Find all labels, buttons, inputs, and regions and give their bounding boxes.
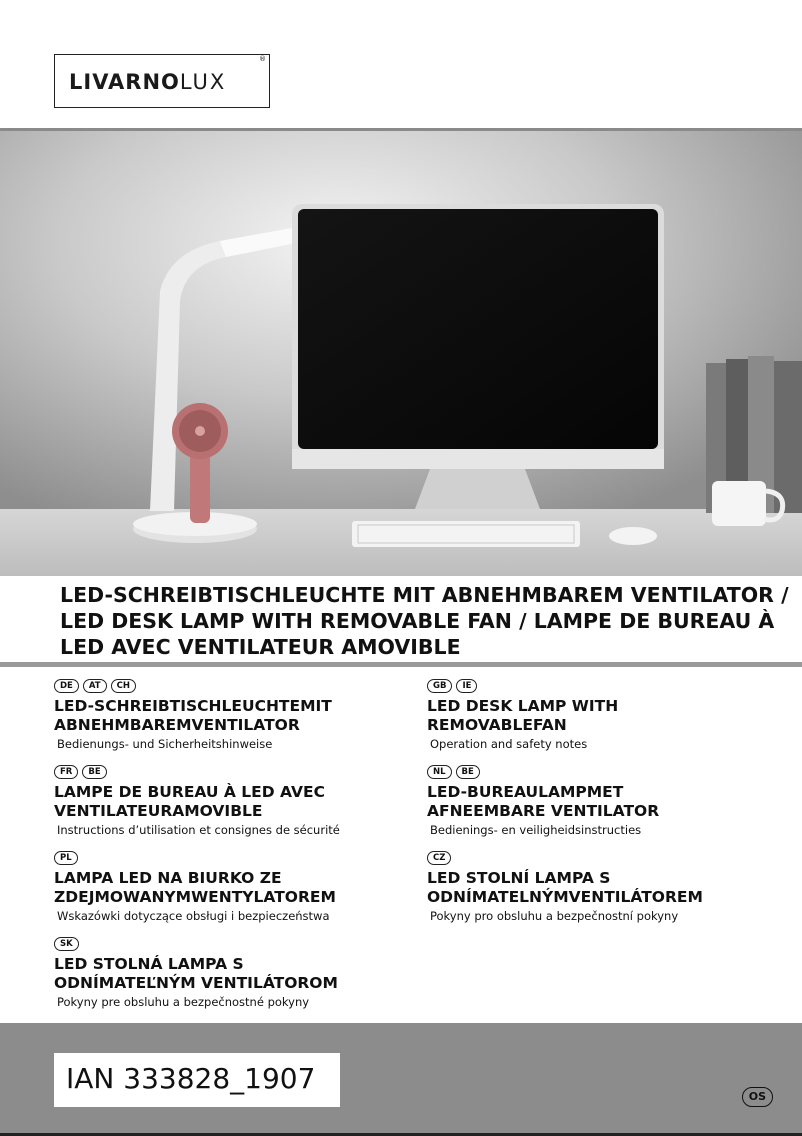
country-badge: BE: [456, 765, 480, 779]
language-subtitle: Bedienings- en veiligheidsinstructies: [430, 823, 642, 837]
country-badges: [54, 850, 424, 866]
country-badge: GB: [427, 679, 452, 693]
language-subtitle: Wskazówki dotyczące obsługi i bezpieczeństwa: [57, 909, 330, 923]
country-badges: [427, 678, 797, 694]
brand-logo: [54, 54, 270, 108]
language-title: [54, 955, 424, 993]
country-badge: FR: [54, 765, 78, 779]
language-title-line: REMOVABLEFAN: [427, 716, 567, 734]
ian-number: IAN 333828_1907: [66, 1062, 316, 1095]
language-title-line: LED-BUREAULAMPMET: [427, 783, 624, 801]
language-group-sk: [54, 936, 424, 1022]
footer-band: [0, 1023, 802, 1136]
cover-title: [60, 582, 795, 660]
country-badges: [427, 850, 797, 866]
product-photo: [0, 131, 802, 576]
language-title-line: ODNÍMATEĽNÝM VENTILÁTOROM: [54, 974, 338, 992]
keyboard-icon: [352, 521, 580, 547]
language-title: [54, 697, 424, 735]
country-badges: [54, 764, 424, 780]
language-title-line: LED DESK LAMP WITH: [427, 697, 619, 715]
language-subtitle: Operation and safety notes: [430, 737, 588, 751]
country-badges: [54, 678, 424, 694]
brand-light: LUX: [179, 70, 227, 94]
language-title-line: ABNEHMBAREMVENTILATOR: [54, 716, 300, 734]
country-badge: IE: [456, 679, 477, 693]
country-badge: PL: [54, 851, 78, 865]
language-title: [427, 869, 797, 907]
language-subtitle: Pokyny pre obsluhu a bezpečnostné pokyny: [57, 995, 310, 1009]
country-badge: CH: [111, 679, 136, 693]
mid-divider: [0, 662, 802, 667]
language-group-de: [54, 678, 424, 764]
brand-wordmark: [69, 70, 226, 94]
country-badges: [54, 936, 424, 952]
language-title-line: LED STOLNÁ LAMPA S: [54, 955, 244, 973]
language-title: [54, 783, 424, 821]
language-title-line: LAMPA LED NA BIURKO ZE: [54, 869, 282, 887]
product-photo-svg: [0, 131, 802, 576]
language-title: [427, 783, 797, 821]
language-title: [427, 697, 797, 735]
language-group-cz: [427, 850, 797, 936]
language-title-line: LED-SCHREIBTISCHLEUCHTEMIT: [54, 697, 332, 715]
language-title: [54, 869, 424, 907]
os-badge: OS: [742, 1087, 773, 1107]
country-badge: SK: [54, 937, 79, 951]
cover-title-line: LED DESK LAMP WITH REMOVABLE FAN / LAMPE DE BUREAU À: [60, 609, 775, 633]
country-badge: DE: [54, 679, 79, 693]
country-badge: BE: [82, 765, 106, 779]
brand-bold: LIVARNO: [69, 70, 180, 94]
language-title-line: LAMPE DE BUREAU À LED AVEC: [54, 783, 325, 801]
country-badge: NL: [427, 765, 452, 779]
language-column-left: [54, 678, 424, 1022]
language-subtitle: Bedienungs- und Sicherheitshinweise: [57, 737, 273, 751]
language-title-line: AFNEEMBARE VENTILATOR: [427, 802, 660, 820]
country-badge: CZ: [427, 851, 451, 865]
registered-mark: ®: [259, 55, 266, 63]
language-title-line: ZDEJMOWANYMWENTYLATOREM: [54, 888, 336, 906]
cover-title-line: LED AVEC VENTILATEUR AMOVIBLE: [60, 635, 461, 659]
language-subtitle: Pokyny pro obsluhu a bezpečnostní pokyny: [430, 909, 679, 923]
language-title-line: LED STOLNÍ LAMPA S: [427, 869, 611, 887]
ian-box: [54, 1053, 340, 1107]
language-title-line: ODNÍMATELNÝMVENTILÁTOREM: [427, 888, 703, 906]
country-badge: AT: [83, 679, 107, 693]
language-group-fr: [54, 764, 424, 850]
language-group-nl: [427, 764, 797, 850]
language-subtitle: Instructions d’utilisation et consignes de sécurité: [57, 823, 340, 837]
monitor-icon: [292, 204, 664, 509]
language-title-line: VENTILATEURAMOVIBLE: [54, 802, 263, 820]
language-group-gb: [427, 678, 797, 764]
language-column-right: [427, 678, 797, 936]
country-badges: [427, 764, 797, 780]
cover-title-line: LED-SCHREIBTISCHLEUCHTE MIT ABNEHMBAREM VENTILATOR /: [60, 583, 789, 607]
mouse-icon: [609, 527, 657, 545]
language-group-pl: [54, 850, 424, 936]
